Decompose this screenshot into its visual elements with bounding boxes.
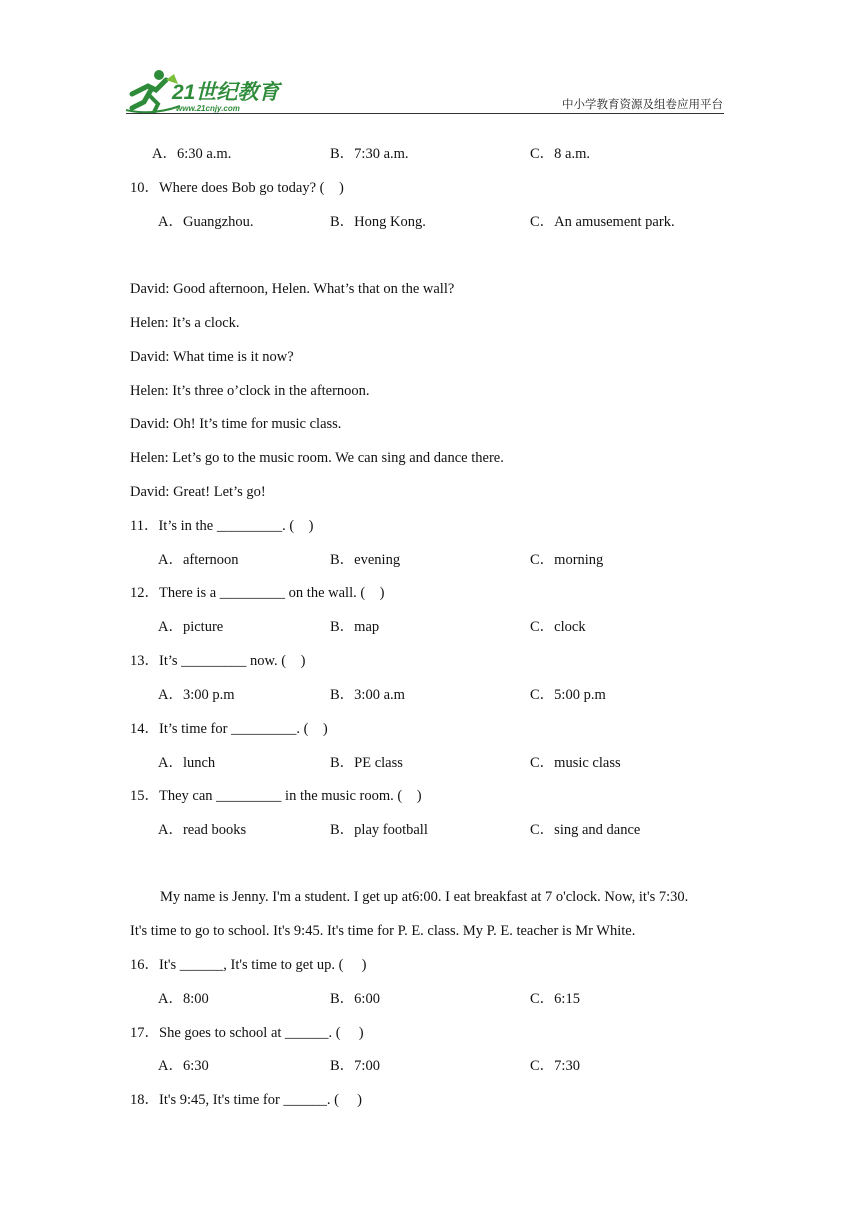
option-b: B．6:00 [330,991,380,1007]
option-c: C．6:15 [530,991,580,1007]
dialogue-line: Helen: It’s three o’clock in the afternoon. [130,383,370,399]
platform-name: 中小学教育资源及组卷应用平台 [562,97,723,111]
question-text: 18．It's 9:45, It's time for ______. ( ) [130,1092,362,1108]
option-b: B．7:00 [330,1058,380,1074]
header-divider [126,113,724,114]
option-c: C．music class [530,755,621,771]
option-a: A．3:00 p.m [158,687,235,703]
option-b: B．7:30 a.m. [330,146,409,162]
option-a: A．Guangzhou. [158,214,254,230]
question-text: 11．It’s in the _________. ( ) [130,518,314,534]
question-text: 17．She goes to school at ______. ( ) [130,1025,364,1041]
option-b: B．3:00 a.m [330,687,405,703]
question-text: 14．It’s time for _________. ( ) [130,721,328,737]
option-a: A．lunch [158,755,216,771]
site-logo [122,66,292,118]
option-b: B．PE class [330,755,403,771]
option-a: A．picture [158,619,224,635]
option-c: C．An amusement park. [530,214,675,230]
option-b: B．play football [330,822,428,838]
option-c: C．8 a.m. [530,146,591,162]
option-c: C．clock [530,619,586,635]
logo-text: 21世纪教育 [172,81,280,104]
page-header [0,0,860,130]
question-text: 10．Where does Bob go today? ( ) [130,180,344,196]
option-b: B．Hong Kong. [330,214,426,230]
option-a: A．read books [158,822,247,838]
option-a: A．6:30 a.m. [152,146,232,162]
question-text: 13．It’s _________ now. ( ) [130,653,306,669]
dialogue-line: David: What time is it now? [130,349,294,365]
question-text: 15．They can _________ in the music room. ( ) [130,788,422,804]
option-a: A．afternoon [158,552,239,568]
option-c: C．sing and dance [530,822,641,838]
dialogue-line: David: Oh! It’s time for music class. [130,416,342,432]
dialogue-line: David: Great! Let’s go! [130,484,266,500]
option-b: B．evening [330,552,401,568]
option-c: C．7:30 [530,1058,580,1074]
option-a: A．6:30 [158,1058,209,1074]
dialogue-line: Helen: It’s a clock. [130,315,240,331]
question-text: 16．It's ______, It's time to get up. ( ) [130,957,367,973]
dialogue-line: Helen: Let’s go to the music room. We can sing and dance there. [130,450,504,466]
logo-url: www.21cnjy.com [176,104,240,113]
passage-line: My name is Jenny. I'm a student. I get up at6:00. I eat breakfast at 7 o'clock. Now, it's 7:30. [160,889,689,905]
option-c: C．morning [530,552,604,568]
option-c: C．5:00 p.m [530,687,606,703]
option-a: A．8:00 [158,991,209,1007]
dialogue-line: David: Good afternoon, Helen. What’s that on the wall? [130,281,455,297]
option-b: B．map [330,619,380,635]
question-text: 12．There is a _________ on the wall. ( ) [130,585,385,601]
passage-line: It's time to go to school. It's 9:45. It's time for P. E. class. My P. E. teacher is Mr White. [130,923,636,939]
